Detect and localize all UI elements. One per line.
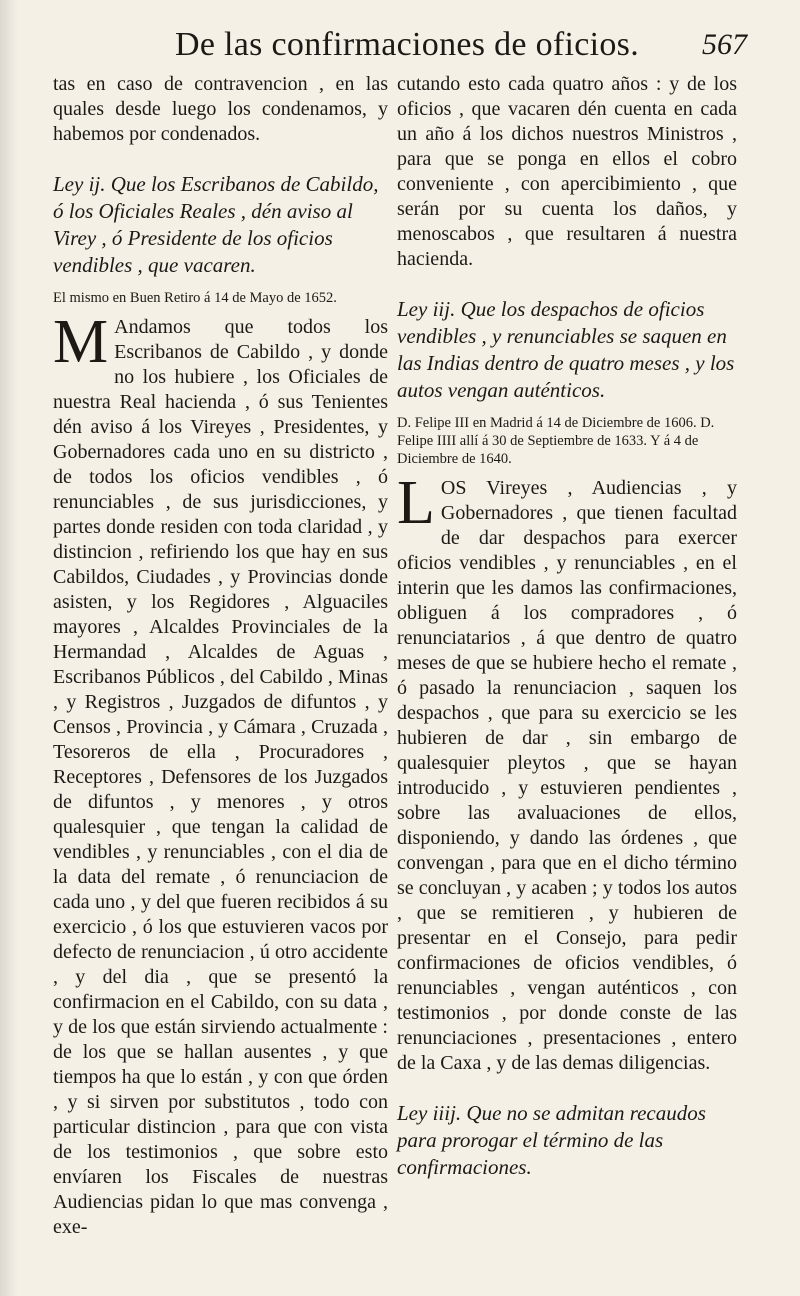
decree-citation: D. Felipe III en Madrid á 14 de Diciembre de 1606. D. Felipe IIII allí á 30 de Septiembre de 1633. Y á 4 de Diciembre de 1640. bbox=[397, 415, 715, 467]
law-body-paragraph bbox=[53, 308, 388, 1240]
decree-citation: El mismo en Buen Retiro á 14 de Mayo de 1652. bbox=[53, 290, 337, 306]
left-column bbox=[53, 72, 388, 1240]
law-body-text: Andamos que todos los Escribanos de Cabildo , y donde no los hubiere , los Oficiales de nuestra Real hacienda , ó sus Tenientes dén aviso á los Vireyes , Presidentes, y Gobernadores cada uno en su districto , de todos los oficios vendibles , ó renunciables , de sus jurisdicciones, y partes donde residen con toda claridad , y distincion , refiriendo los que hay en sus Cabildos, Ciudades , y Provincias donde asisten, y los Regidores , Alguaciles mayores , Alcaldes Provinciales de la Hermandad , Alcaldes de Aguas , Escribanos Públicos , del Cabildo , Minas , y Registros , Juzgados de difuntos , y Censos , Provincia , y Cámara , Cruzada , Tesoreros de ella , Procuradores , Receptores , Defensores de los Juzgados de difuntos , y menores , y otros qualesquier , que tengan la calidad de vendibles , y renunciables , con el dia de la data del remate , ó renunciacion de cada uno , y del que fueren recibidos á su exercicio , ó los que estuvieren vacos por defecto de renunciacion , ú otro accidente , y del dia , que se presentó la confirmacion en el Cabildo, con su data , y de los que están sirviendo actualmente : de los que se hallan ausentes , y que tiempos ha que lo están , y con que órden , y si sirven por substitutos , todo con particular distincion , para que con vista de los testimonios , que sobre esto envíaren los Fiscales de nuestras Audiencias pidan lo que mas convenga , exe- bbox=[53, 316, 388, 1238]
continuation-paragraph: tas en caso de contravencion , en las quales desde luego los condenamos, y habemos por condenados. bbox=[53, 73, 388, 145]
continuation-paragraph: cutando esto cada quatro años : y de los oficios , que vacaren dén cuenta en cada un año á los dichos nuestros Ministros , para que se ponga en ellos el cobro conveniente , con apercibimiento , que serán por su cuenta los daños, y menoscabos , que resultaren á nuestra hacienda. bbox=[397, 73, 737, 270]
law-body-paragraph bbox=[397, 469, 737, 1076]
drop-cap: M bbox=[53, 308, 109, 376]
page-header bbox=[0, 26, 800, 70]
running-title: De las confirmaciones de oficios. bbox=[175, 26, 640, 63]
drop-cap: L bbox=[397, 469, 435, 537]
right-column bbox=[397, 72, 737, 1191]
law-body-text: OS Vireyes , Audiencias , y Gobernadores , que tienen facultad de dar despachos para exercer oficios vendibles , y renunciables , en el interin que les damos las confirmaciones, obliguen á los compradores , ó renunciatarios , á que dentro de quatro meses de que se hubiere hecho el remate , ó pasado la renunciacion , saquen los despachos , que para su exercicio se les hubieren de dar , sin embargo de qualesquier pleytos , que se hayan introducido , y estuvieren pendientes , sobre las avaluaciones de ellos, disponiendo, y dando las órdenes , que convengan , para que en el dicho término se concluyan , y acaben ; y todos los autos , que se remitieren , y hubieren de presentar en el Consejo, para pedir confirmaciones de oficios vendibles, ó renunciables , vengan auténticos , con testimonios , por donde conste de las renunciaciones , presentaciones , entero de la Caxa , y de las demas diligencias. bbox=[397, 477, 737, 1074]
page-gutter-shadow bbox=[0, 0, 18, 1296]
law-title: Ley iij. Que los despachos de oficios vendibles , y renunciables se saquen en las Indias dentro de quatro meses , y los autos vengan auténticos. bbox=[397, 297, 735, 402]
law-title: Ley ij. Que los Escribanos de Cabildo, ó los Oficiales Reales , dén aviso al Virey , ó Presidente de los oficios vendibles , que vacaren. bbox=[53, 172, 379, 277]
next-law-title: Ley iiij. Que no se admitan recaudos para prorogar el término de las confirmaciones. bbox=[397, 1101, 706, 1179]
page-number: 567 bbox=[702, 28, 747, 61]
